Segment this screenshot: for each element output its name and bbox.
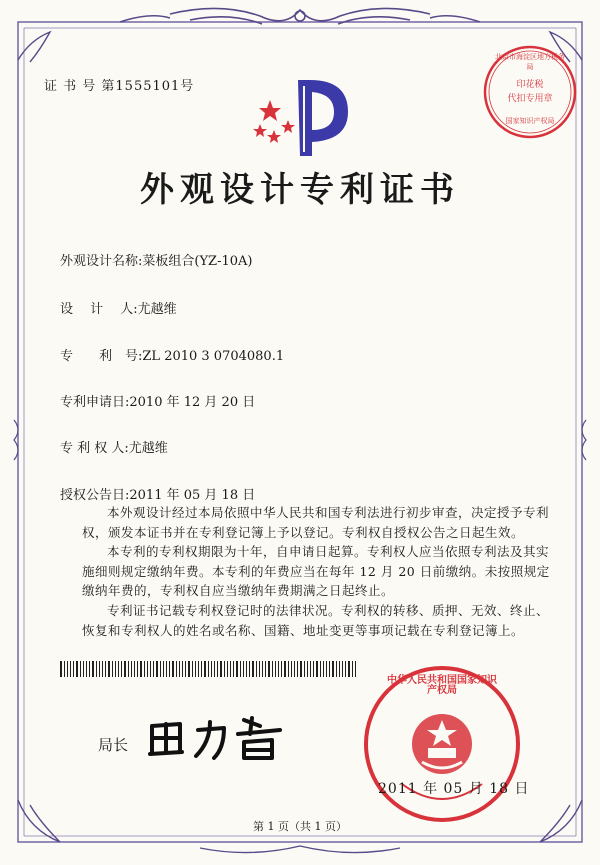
grant-date-value: 2011 年 05 月 18 日	[129, 488, 256, 503]
director-signature	[140, 712, 300, 764]
patentee-field	[60, 437, 168, 456]
tax-stamp	[482, 44, 578, 140]
tax-stamp-bottom: 国家知识产权局	[505, 117, 555, 125]
grant-date-field	[60, 484, 255, 503]
design-name-value: 菜板组合(YZ-10A)	[142, 254, 253, 269]
paragraph-legal-status: 专利证书记载专利权登记时的法律状况。专利权的转移、质押、无效、终止、恢复和专利权人的姓名或名称、国籍、地址变更等事项记载在专利登记簿上。	[82, 602, 550, 638]
design-name-label: 外观设计名称:	[60, 254, 143, 269]
design-name-field	[60, 250, 252, 269]
barcode	[60, 661, 360, 677]
patentee-label: 专 利 权 人:	[60, 441, 129, 456]
patent-office-logo	[250, 72, 360, 162]
patent-number-value: ZL 2010 3 0704080.1	[142, 349, 285, 364]
tax-stamp-line1: 印花税	[516, 80, 544, 90]
designer-value: 尤越维	[137, 302, 177, 317]
designer-label: 设 计 人:	[60, 302, 138, 317]
paragraph-term: 本专利的专利权期限为十年，自申请日起算。专利权人应当依照专利法及其实施细则规定缴纳年费。本专利的年费应当在每年 12 月 20 日前缴纳。未按照规定缴纳年费的，专利权自应当缴纳年费期满之日起终止。	[82, 544, 550, 599]
seal-ring-text: 中华人民共和国国家知识产权局	[387, 675, 497, 696]
director-label: 局长	[98, 736, 129, 754]
page-footer: 第 1 页（共 1 页）	[253, 820, 347, 833]
patent-number-field	[60, 345, 284, 364]
certificate-title: 外观设计专利证书	[140, 170, 460, 210]
grant-date-label: 授权公告日:	[60, 488, 130, 503]
patent-number-label: 专 利 号:	[60, 349, 143, 364]
tax-stamp-ring-text: 北京市海淀区地方税务局	[495, 53, 565, 71]
filing-date-label: 专利申请日:	[60, 395, 130, 410]
filing-date-field	[60, 391, 255, 410]
seal-date: 2011 年 05 月 18 日	[378, 781, 530, 797]
certificate-body	[82, 503, 552, 640]
certificate-number: 证 书 号 第1555101号	[44, 79, 195, 94]
filing-date-value: 2010 年 12 月 20 日	[129, 395, 256, 410]
tax-stamp-line2: 代扣专用章	[507, 94, 553, 104]
national-ip-seal	[362, 664, 522, 824]
designer-field	[60, 298, 177, 317]
patentee-value: 尤越维	[128, 441, 168, 456]
paragraph-grant: 本外观设计经过本局依照中华人民共和国专利法进行初步审查，决定授予专利权，颁发本证书并在专利登记簿上予以登记。专利权自授权公告之日起生效。	[82, 505, 550, 540]
